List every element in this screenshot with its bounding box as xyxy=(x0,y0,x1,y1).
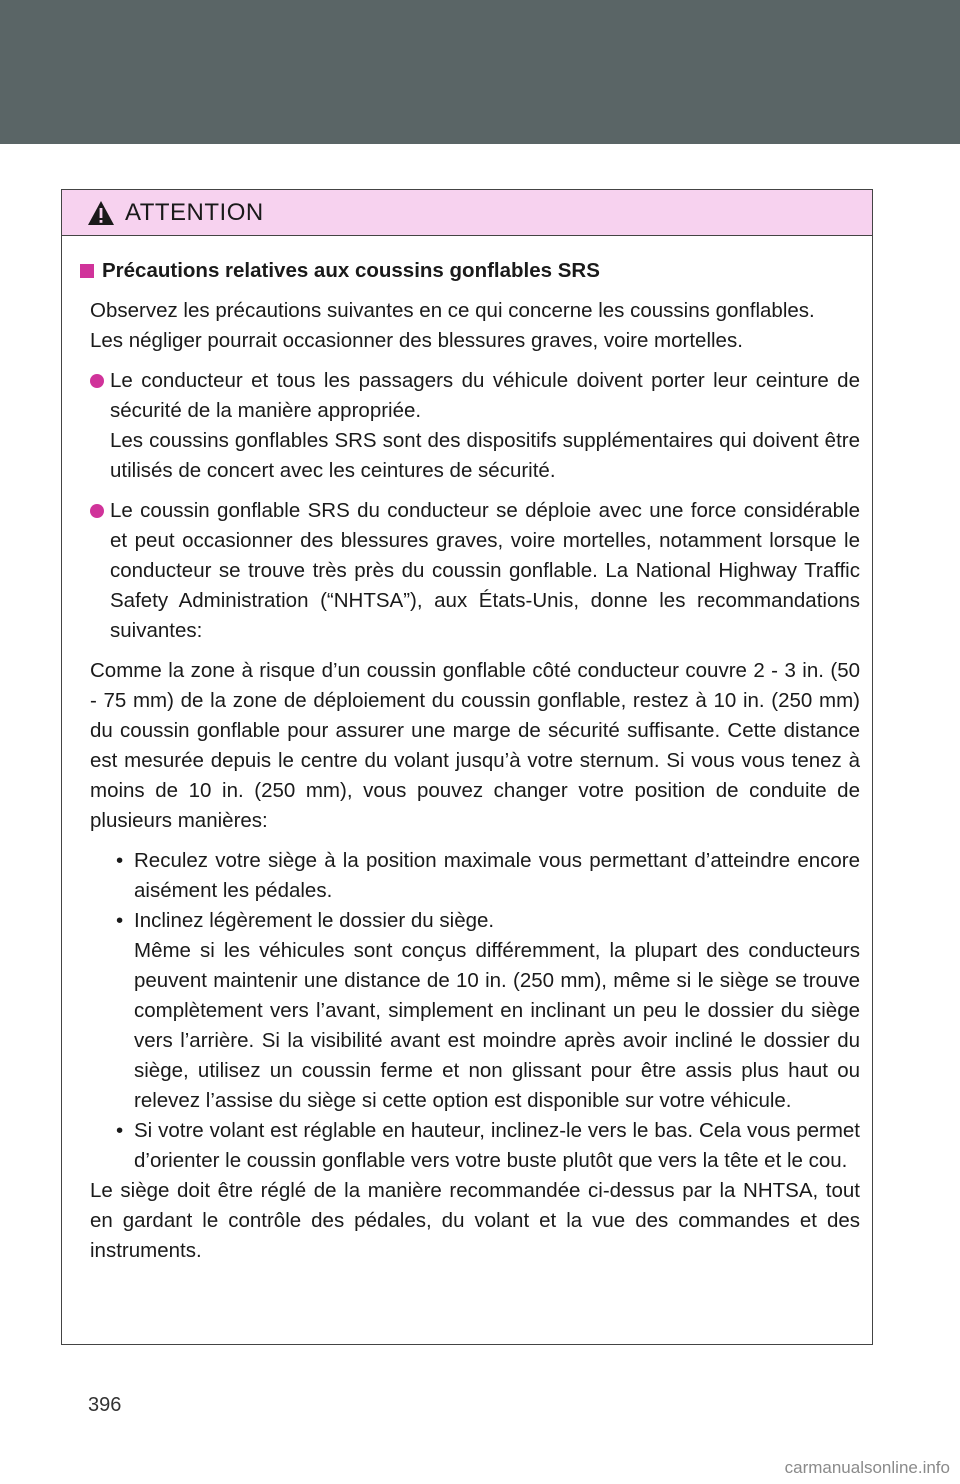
page-number: 396 xyxy=(88,1394,122,1416)
caution-box xyxy=(61,189,873,1345)
sub-item-text: Inclinez légèrement le dossier du siège. xyxy=(134,909,495,932)
risk-paragraph: Comme la zone à risque d’un coussin gonflable côté conducteur couvre 2 - 3 in. (50 - 75 mm) de la zone de déploiement du coussin gonflable, restez à 10 in. (250 mm) du coussin gonflable pour assurer une marge de sécurité suffisante. Cette distance est mesurée depuis le centre du volant jusqu’à votre sternum. Si vous vous tenez à moins de 10 in. (250 mm), vous pouvez changer votre position de conduite de plusieurs manières: xyxy=(90,659,860,832)
sub-item-text: Si votre volant est réglable en hauteur, inclinez-le vers le bas. Cela vous permet d’orienter le coussin gonflable vers votre buste plutôt que vers la tête et le cou. xyxy=(134,1119,860,1172)
sub-item-note: Même si les véhicules sont conçus différemment, la plupart des conducteurs peuvent maintenir une distance de 10 in. (250 mm), même si le siège se trouve complètement vers l’avant, simplement en inclinant un peu le dossier du siège vers l’arrière. Si la visibilité avant est moindre après avoir incliné le dossier du siège, utilisez un coussin ferme et non glissant pour être assis plus haut ou relevez l’assise du siège si cette option est disponible sur votre véhicule. xyxy=(134,939,860,1112)
round-bullet-icon xyxy=(90,504,104,518)
caution-header xyxy=(62,190,872,236)
intro-paragraph: Observez les précautions suivantes en ce qui concerne les coussins gonflables. xyxy=(90,299,815,322)
sub-bullet-icon: • xyxy=(116,849,124,872)
bullet-text: Les coussins gonflables SRS sont des dispositifs supplémentaires qui doivent être utilisés de concert avec les ceintures de sécurité. xyxy=(110,429,860,482)
round-bullet-icon xyxy=(90,374,104,388)
section-heading-text: Précautions relatives aux coussins gonflables SRS xyxy=(102,259,600,282)
sub-list-item xyxy=(116,846,860,906)
closing-paragraph: Le siège doit être réglé de la manière recommandée ci-dessus par la NHTSA, tout en gardant le contrôle des pédales, du volant et la vue des commandes et des instruments. xyxy=(90,1179,860,1262)
bullet-item xyxy=(80,496,860,646)
bullet-item xyxy=(80,366,860,486)
square-bullet-icon xyxy=(80,264,94,278)
sub-bullet-icon: • xyxy=(116,1119,124,1142)
caution-body xyxy=(62,236,872,1266)
top-band xyxy=(0,0,960,144)
bullet-text: Le conducteur et tous les passagers du véhicule doivent porter leur ceinture de sécurité de la manière appropriée. xyxy=(110,369,860,422)
watermark: carmanualsonline.info xyxy=(784,1458,950,1477)
intro-warning: Les négliger pourrait occasionner des blessures graves, voire mortelles. xyxy=(90,329,743,352)
sub-list xyxy=(80,846,860,1176)
sub-list-item xyxy=(116,906,860,1116)
bullet-text: Le coussin gonflable SRS du conducteur se déploie avec une force considérable et peut occasionner des blessures graves, voire mortelles, notamment lorsque le conducteur se trouve très près du coussin gonflable. La National Highway Traffic Safety Administration (“NHTSA”), aux États-Unis, donne les recommandations suivantes: xyxy=(110,499,860,642)
section-heading xyxy=(80,256,860,286)
sub-list-item xyxy=(116,1116,860,1176)
sub-bullet-icon: • xyxy=(116,909,124,932)
caution-title: ATTENTION xyxy=(125,198,264,226)
sub-item-text: Reculez votre siège à la position maximale vous permettant d’atteindre encore aisément les pédales. xyxy=(134,849,860,902)
warning-triangle-icon xyxy=(87,200,115,226)
